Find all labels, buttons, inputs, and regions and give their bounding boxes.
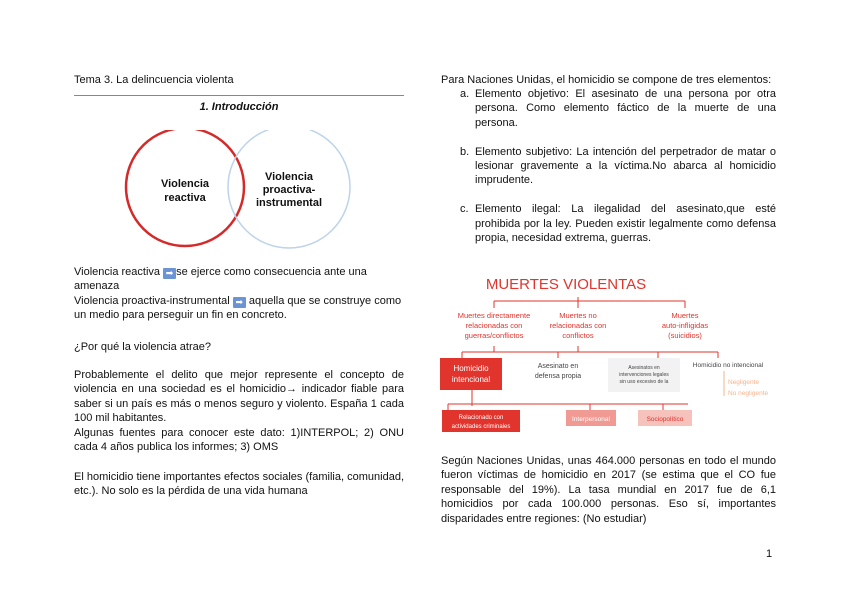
criminal-activity-line-2: actividades criminales [451, 424, 511, 430]
category-suicide-line-2: auto-infligidas [661, 321, 709, 330]
paragraph-homicide-indicator: Probablemente el delito que mejor represente el concepto de violencia en una sociedad es el homicidio→ indicador fiable para saber si un país es más o menos seguro y violento. España 1 cada 100 mil habitantes. [74, 369, 404, 425]
term-reactive: Violencia reactiva [74, 266, 161, 278]
intentional-homicide-box [440, 358, 502, 390]
arrow-right-icon: ➡ [233, 297, 246, 308]
venn-right-label-3: instrumental [255, 197, 323, 209]
list-marker: c. [460, 203, 469, 216]
document-heading: Tema 3. La delincuencia violenta [74, 74, 234, 86]
category-war-line-2: relacionadas con [465, 321, 523, 330]
category-nonconflict-line-1: Muertes no [559, 311, 597, 320]
venn-left-label-1: Violencia [160, 178, 210, 190]
diagram-title: MUERTES VIOLENTAS [485, 276, 647, 293]
list-item [441, 145, 776, 188]
paragraph-sources: Algunas fuentes para conocer este dato: 1)INTERPOL; 2) ONU cada 4 años publica los informes; 3) OMS [74, 427, 404, 454]
page-number: 1 [766, 548, 773, 560]
category-suicide-line-1: Muertes [671, 311, 699, 320]
self-defense-line-2: defensa propia [534, 373, 582, 380]
venn-right-label-2: proactiva- [262, 184, 316, 196]
venn-right-label-1: Violencia [264, 171, 314, 183]
unintentional-homicide-label: Homicidio no intencional [692, 362, 764, 369]
definitions-block [74, 265, 404, 323]
category-war-line-3: guerras/conflictos [464, 331, 524, 340]
definition-proactive [74, 294, 404, 323]
arrow-right-icon: ➡ [163, 268, 176, 279]
elements-list-container [441, 87, 776, 260]
list-marker: a. [460, 88, 470, 100]
heading-rule [74, 95, 404, 96]
list-item [441, 87, 776, 130]
legal-interventions-line-2: intervenciones legales [619, 372, 669, 378]
definition-reactive [74, 265, 404, 294]
sociopolitical-label: Sociopolítico [646, 416, 684, 423]
list-item-text: Elemento ilegal: La ilegalidad del asesinato,que esté prohibida por la ley. Pueden existir legalmente como defensa propia, necesidad extrema, guerras. [475, 203, 776, 245]
definition-reactive-text: se ejerce como consecuencia ante una amenaza [74, 266, 367, 293]
list-marker: b. [460, 145, 470, 158]
negligent-label: Negligente [728, 379, 760, 386]
category-nonconflict-line-2: relacionadas con [549, 321, 607, 330]
list-item [441, 202, 776, 245]
interpersonal-label: Interpersonal [572, 416, 610, 423]
violence-venn-diagram [120, 130, 360, 250]
legal-interventions-line-1: Asesinatos en [628, 365, 660, 371]
category-nonconflict-line-3: conflictos [562, 331, 594, 340]
list-item-text: Elemento subjetivo: La intención del perpetrador de matar o lesionar gravemente a la víctima.No abarca al homicidio imprudente. [475, 145, 776, 187]
legal-interventions-line-3: sin uso excesivo de la [619, 379, 669, 385]
question-text: ¿Por qué la violencia atrae? [74, 341, 211, 353]
self-defense-line-1: Asesinato en [537, 363, 579, 370]
category-suicide-line-3: (suicidios) [668, 331, 702, 340]
criminal-activity-line-1: Relacionado con [458, 415, 504, 421]
intentional-homicide-line-2: intencional [451, 375, 491, 384]
intentional-homicide-line-1: Homicidio [453, 364, 489, 373]
section-title: 1. Introducción [199, 101, 279, 113]
paragraph-social-effects: El homicidio tiene importantes efectos sociales (familia, comunidad, etc.). No solo es la pérdida de una vida humana [74, 471, 404, 498]
non-negligent-label: No negligente [728, 390, 769, 397]
definition-proactive-text: aquella que se construye como un medio para perseguir un fin en concreto. [74, 294, 402, 322]
right-intro: Para Naciones Unidas, el homicidio se compone de tres elementos: [441, 74, 772, 86]
list-item-text: Elemento objetivo: El asesinato de una persona por otra persona. Como elemento fáctico de la muerte de una persona. [475, 88, 776, 129]
venn-left-label-2: reactiva [164, 192, 206, 204]
category-war-line-1: Muertes directamente [457, 311, 531, 320]
paragraph-un-statistics: Según Naciones Unidas, unas 464.000 personas en todo el mundo fueron víctimas de homicidio en 2017 (se estima que el CO fue responsable del 19%). La tasa mundial en 2017 fue de 6,1 homicidios por cada 100.000 personas. Eso sí, importantes disparidades entre regiones: (No estudiar) [441, 455, 776, 525]
elements-list [441, 87, 776, 245]
term-proactive: Violencia proactiva-instrumental [74, 294, 230, 307]
violent-deaths-diagram [428, 268, 790, 438]
